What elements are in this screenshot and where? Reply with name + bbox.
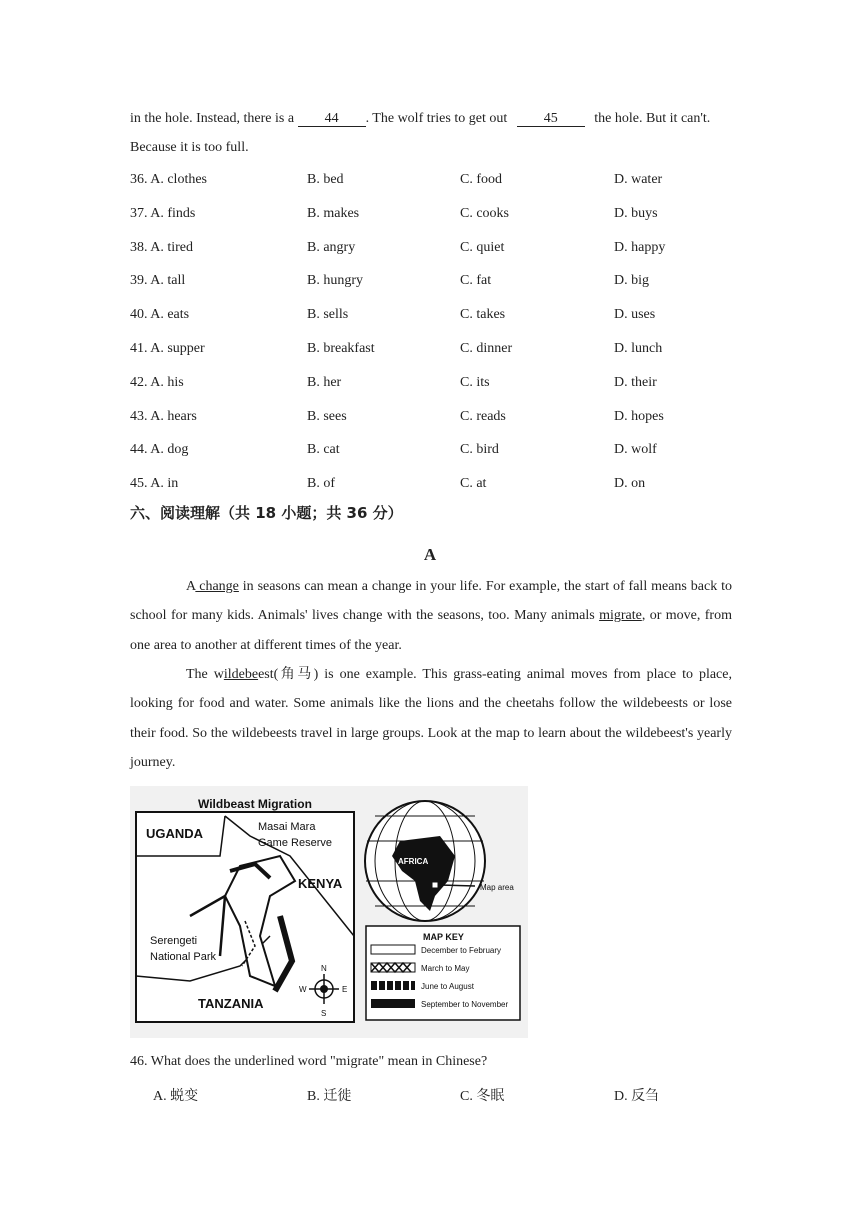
option-c[interactable]: C. food: [460, 172, 502, 187]
option-d[interactable]: D. on: [614, 476, 646, 492]
option-b[interactable]: B. of: [307, 476, 335, 492]
option-c[interactable]: C. dinner: [460, 341, 513, 356]
globe-icon: [365, 801, 514, 921]
passage-line: [130, 111, 710, 127]
option-a[interactable]: 36. A. clothes: [130, 172, 207, 187]
svg-text:March to May: March to May: [421, 964, 470, 973]
svg-text:June to August: June to August: [421, 982, 474, 991]
option-d[interactable]: D. uses: [614, 307, 656, 323]
paragraph-1: A change in seasons can mean a change in your life. For example, the start of fall means back to school for many kids. Animals' lives change with the seasons, too. Many animals migrate, or move, from one area to another at different times of the year.: [130, 579, 732, 653]
label-tanzania: TANZANIA: [198, 996, 264, 1011]
option-a[interactable]: 37. A. finds: [130, 205, 196, 221]
option-a[interactable]: 44. A. dog: [130, 442, 189, 458]
svg-text:AFRICA: AFRICA: [398, 857, 429, 866]
option-c[interactable]: C. bird: [460, 442, 499, 458]
text: in the hole. Instead, there is a: [130, 111, 298, 126]
svg-text:September to November: September to November: [421, 1000, 509, 1009]
map-title: Wildbeast Migration: [198, 797, 312, 811]
question-row: [130, 341, 750, 361]
label-map-area: Map area: [480, 883, 514, 892]
question-46: 46. What does the underlined word "migrate" mean in Chinese?: [130, 1054, 488, 1069]
question-46-options: [153, 1085, 773, 1105]
option-d[interactable]: D. hopes: [614, 408, 664, 424]
question-row: [130, 476, 750, 496]
underlined-ildebe: ildebe: [223, 667, 259, 682]
label-masai-1: Masai Mara: [258, 821, 316, 833]
underlined-change: change: [195, 579, 239, 594]
option-b[interactable]: B. angry: [307, 239, 356, 255]
option-a[interactable]: 39. A. tall: [130, 273, 186, 289]
option-c[interactable]: C. reads: [460, 408, 506, 424]
section-title: 六、阅读理解（共 18 小题；共 36 分）: [130, 504, 403, 522]
option-b[interactable]: B. makes: [307, 205, 360, 221]
map-key: [366, 926, 520, 1020]
option-b[interactable]: B. her: [307, 374, 342, 390]
passage-title: A: [423, 545, 437, 564]
label-masai-2: Game Reserve: [258, 837, 332, 849]
option-a[interactable]: 38. A. tired: [130, 239, 193, 255]
blank-45: 45: [517, 112, 585, 127]
question-row: [130, 409, 750, 429]
question-row: [130, 307, 750, 327]
text: . The wolf tries to get out: [365, 111, 511, 126]
svg-text:December to February: December to February: [421, 946, 502, 955]
passage-line: Because it is too full.: [130, 140, 249, 155]
option-c[interactable]: C. its: [460, 374, 490, 390]
option-d[interactable]: D. wolf: [614, 442, 657, 458]
option-b[interactable]: B. sells: [307, 307, 349, 323]
underlined-migrate: migrate: [599, 608, 642, 624]
option-a[interactable]: 42. A. his: [130, 374, 184, 390]
question-row: [130, 240, 750, 260]
label-serengeti-2: National Park: [150, 951, 217, 963]
svg-text:S: S: [321, 1009, 327, 1018]
svg-text:E: E: [342, 985, 348, 994]
option-a[interactable]: A. 蜕变: [153, 1089, 199, 1104]
svg-text:N: N: [321, 964, 327, 973]
option-c[interactable]: C. at: [460, 476, 487, 492]
option-c[interactable]: C. 冬眠: [460, 1089, 505, 1104]
label-uganda: UGANDA: [146, 826, 204, 841]
blank-44: 44: [298, 112, 366, 127]
option-b[interactable]: B. bed: [307, 172, 344, 187]
option-d[interactable]: D. big: [614, 273, 649, 289]
label-kenya: KENYA: [298, 876, 343, 891]
svg-text:MAP KEY: MAP KEY: [423, 932, 464, 942]
option-d[interactable]: D. 反刍: [614, 1089, 660, 1104]
option-c[interactable]: C. fat: [460, 273, 492, 289]
option-a[interactable]: 43. A. hears: [130, 408, 197, 424]
option-c[interactable]: C. takes: [460, 307, 506, 323]
option-a[interactable]: 45. A. in: [130, 476, 179, 492]
question-row: [130, 273, 750, 293]
question-row: [130, 206, 750, 226]
option-b[interactable]: B. cat: [307, 442, 340, 458]
option-d[interactable]: D. their: [614, 374, 657, 390]
question-row: [130, 375, 750, 395]
option-b[interactable]: B. hungry: [307, 273, 363, 289]
paragraph-2: The wildebeest(角马) is one example. This grass-eating animal moves from place to place, looking for food and water. Some animals like the lions and the cheetahs follow the wildebeests or lose their food. So the wildebeests travel in large groups. Look at the map to learn about the wildebeest's yearly journey.: [130, 667, 732, 770]
label-serengeti-1: Serengeti: [150, 935, 198, 947]
question-row: [130, 172, 750, 192]
question-row: [130, 442, 750, 462]
option-d[interactable]: D. lunch: [614, 341, 663, 356]
svg-text:W: W: [299, 985, 307, 994]
option-c[interactable]: C. quiet: [460, 239, 505, 255]
option-a[interactable]: 40. A. eats: [130, 307, 190, 323]
option-b[interactable]: B. breakfast: [307, 341, 375, 356]
option-d[interactable]: D. buys: [614, 205, 658, 221]
option-d[interactable]: D. happy: [614, 239, 666, 255]
option-c[interactable]: C. cooks: [460, 205, 509, 221]
option-b[interactable]: B. sees: [307, 408, 347, 424]
option-d[interactable]: D. water: [614, 172, 663, 187]
option-a[interactable]: 41. A. supper: [130, 341, 205, 356]
option-b[interactable]: B. 迁徙: [307, 1089, 352, 1104]
text: the hole. But it can't.: [590, 111, 711, 126]
migration-map: [130, 786, 528, 1038]
